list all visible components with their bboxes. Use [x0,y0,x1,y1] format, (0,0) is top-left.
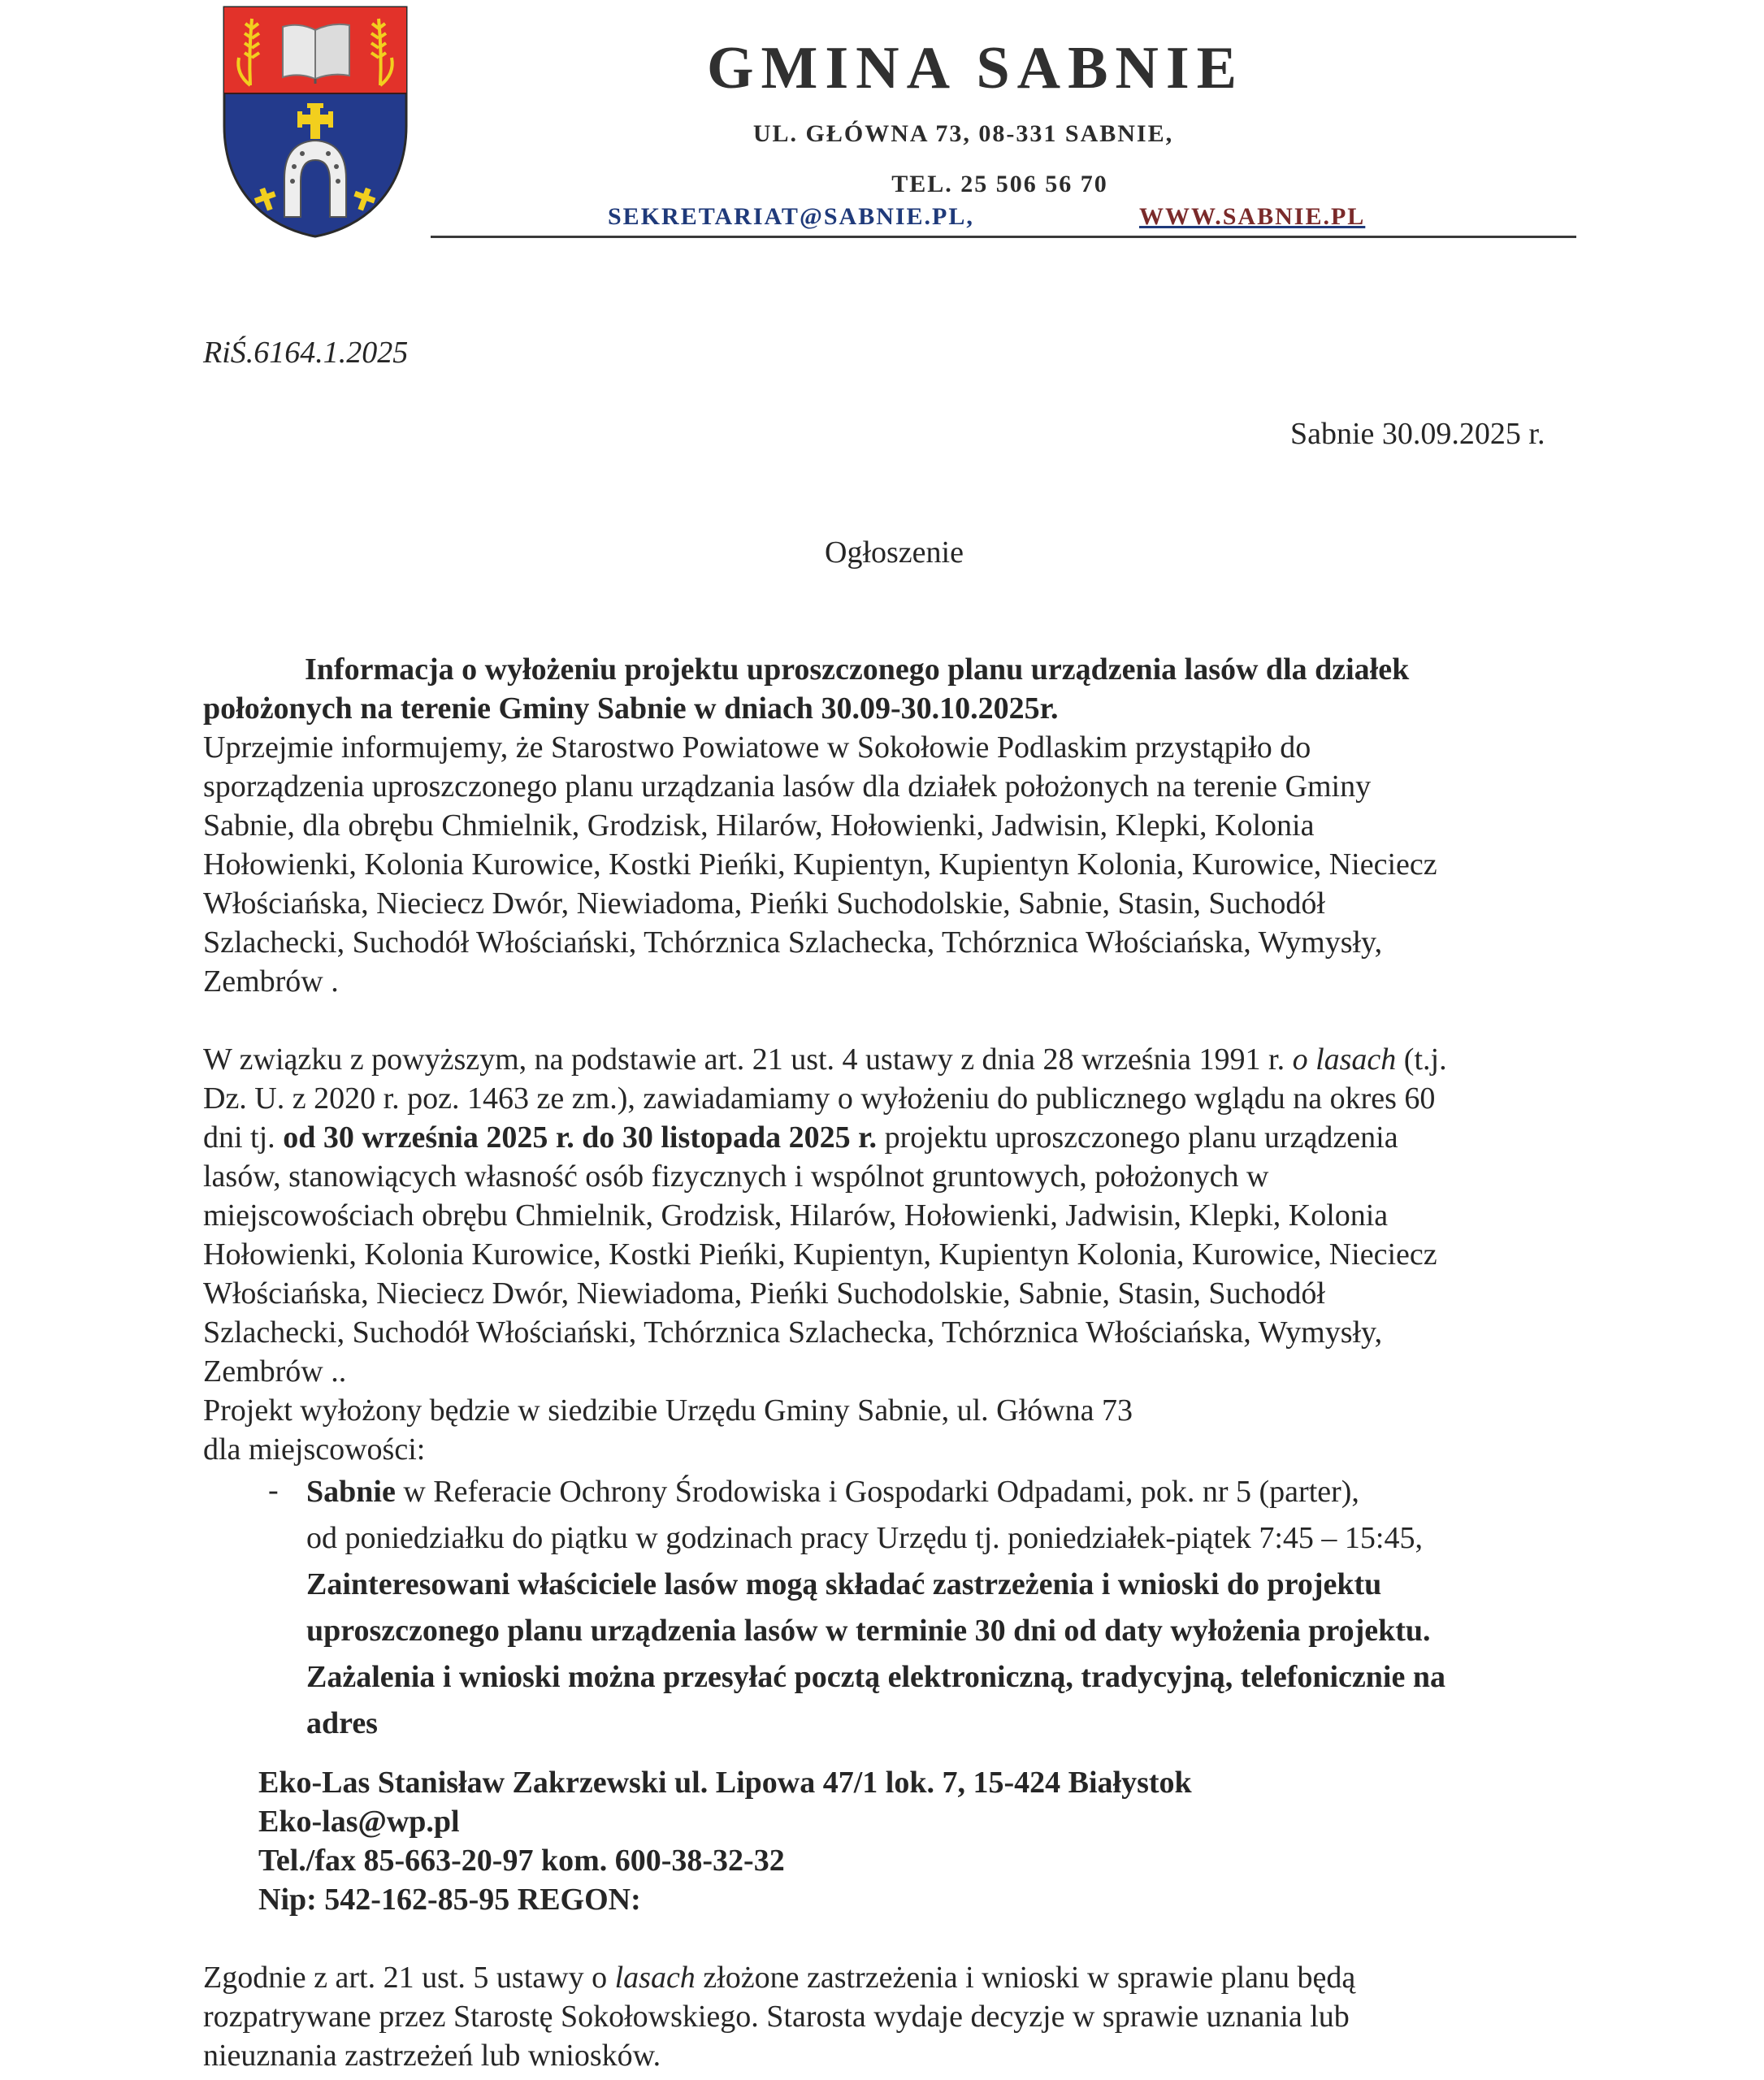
organization-email-link[interactable]: SEKRETARIAT@SABNIE.PL, [608,203,974,230]
closing-line [203,1958,1355,1997]
list-bullet: - [268,1473,279,1507]
exhibition-period-bold: od 30 września 2025 r. do 30 listopada 2025 r. [283,1120,878,1155]
paragraph1-line: Zembrów . [203,964,339,999]
list-item-bold-line: Zainteresowani właściciele lasów mogą składać zastrzeżenia i wnioski do projektu [306,1567,1382,1601]
paragraph2-line: Dz. U. z 2020 r. poz. 1463 ze zm.), zawiadamiamy o wyłożeniu do publicznego wglądu na okres 60 [203,1081,1436,1116]
list-item-bold-line: uproszczonego planu urządzenia lasów w terminie 30 dni od daty wyłożenia projektu. [306,1614,1431,1648]
organization-address: UL. GŁÓWNA 73, 08-331 SABNIE, [752,120,1174,147]
document-date: Sabnie 30.09.2025 r. [1290,417,1545,451]
text-span: w Referacie Ochrony Środowiska i Gospodarki Odpadami, pok. nr 5 (parter), [395,1475,1359,1509]
text-span: projektu uproszczonego planu urządzenia [877,1120,1398,1155]
paragraph1-line: Włościańska, Nieciecz Dwór, Niewiadoma, Pieńki Suchodolskie, Sabnie, Stasin, Suchodół [203,886,1325,921]
header-divider [431,236,1576,238]
contractor-name-address: Eko-Las Stanisław Zakrzewski ul. Lipowa 47/1 lok. 7, 15-424 Białystok [258,1766,1192,1800]
document-reference-number: RiŚ.6164.1.2025 [203,336,409,370]
paragraph1-line: Szlachecki, Suchodół Włościański, Tchórznica Szlachecka, Tchórznica Włościańska, Wymysły, [203,925,1383,960]
paragraph2-line [203,1040,1447,1079]
text-span: W związku z powyższym, na podstawie art. 21 ust. 4 ustawy z dnia 28 września 1991 r. [203,1042,1293,1077]
text-span: złożone zastrzeżenia i wnioski w sprawie planu będą [695,1961,1356,1995]
place-name-bold: Sabnie [306,1475,396,1509]
location-line: Projekt wyłożony będzie w siedzibie Urzędu Gminy Sabnie, ul. Główna 73 [203,1393,1133,1428]
organization-website-link[interactable]: WWW.SABNIE.PL [1139,203,1366,230]
paragraph2-line [203,1118,1398,1157]
list-item-line: od poniedziałku do piątku w godzinach pracy Urzędu tj. poniedziałek-piątek 7:45 – 15:45, [306,1521,1423,1555]
list-item-bold-line: Zażalenia i wnioski można przesyłać pocztą elektroniczną, tradycyjną, telefonicznie na [306,1660,1445,1694]
paragraph2-line: miejscowościach obrębu Chmielnik, Grodzisk, Hilarów, Hołowienki, Jadwisin, Klepki, Kolonia [203,1198,1389,1233]
text-span: dni tj. [203,1120,284,1155]
document-title: Ogłoszenie [825,535,964,570]
paragraph2-line: Hołowienki, Kolonia Kurowice, Kostki Pieńki, Kupientyn, Kupientyn Kolonia, Kurowice, Nieciecz [203,1237,1437,1272]
text-span: (t.j. [1396,1042,1447,1077]
law-title-italic: lasach [614,1961,696,1995]
heading-line: Informacja o wyłożeniu projektu uproszczonego planu urządzenia lasów dla działek [305,652,1410,687]
contractor-phone: Tel./fax 85-663-20-97 kom. 600-38-32-32 [258,1844,785,1878]
location-line: dla miejscowości: [203,1432,426,1467]
text-span: Zgodnie z art. 21 ust. 5 ustawy o [203,1961,615,1995]
list-item-line [306,1472,1359,1511]
paragraph1-line: Hołowienki, Kolonia Kurowice, Kostki Pieńki, Kupientyn, Kupientyn Kolonia, Kurowice, Nieciecz [203,847,1437,882]
law-title-italic: o lasach [1292,1042,1397,1077]
contractor-ids: Nip: 542-162-85-95 REGON: [258,1883,641,1917]
paragraph2-line: Zembrów .. [203,1354,347,1389]
paragraph2-line: Szlachecki, Suchodół Włościański, Tchórznica Szlachecka, Tchórznica Włościańska, Wymysły, [203,1315,1383,1350]
closing-line: nieuznania zastrzeżeń lub wniosków. [203,2039,661,2073]
paragraph1-line: Sabnie, dla obrębu Chmielnik, Grodzisk, Hilarów, Hołowienki, Jadwisin, Klepki, Kolonia [203,808,1315,843]
paragraph1-line: sporządzenia uproszczonego planu urządzania lasów dla działek położonych na terenie Gminy [203,769,1372,804]
contractor-email-link[interactable]: Eko-las@wp.pl [258,1805,460,1839]
paragraph2-line: lasów, stanowiących własność osób fizycznych i wspólnot gruntowych, położonych w [203,1159,1269,1194]
closing-line: rozpatrywane przez Starostę Sokołowskiego. Starosta wydaje decyzje w sprawie uznania lub [203,2000,1350,2034]
list-item-bold-line: adres [306,1706,378,1740]
organization-name: GMINA SABNIE [706,35,1245,102]
organization-phone: TEL. 25 506 56 70 [891,171,1108,197]
paragraph1-line: Uprzejmie informujemy, że Starostwo Powiatowe w Sokołowie Podlaskim przystąpiło do [203,730,1311,765]
paragraph2-line: Włościańska, Nieciecz Dwór, Niewiadoma, Pieńki Suchodolskie, Sabnie, Stasin, Suchodół [203,1276,1325,1311]
heading-line: położonych na terenie Gminy Sabnie w dniach 30.09-30.10.2025r. [203,691,1059,726]
